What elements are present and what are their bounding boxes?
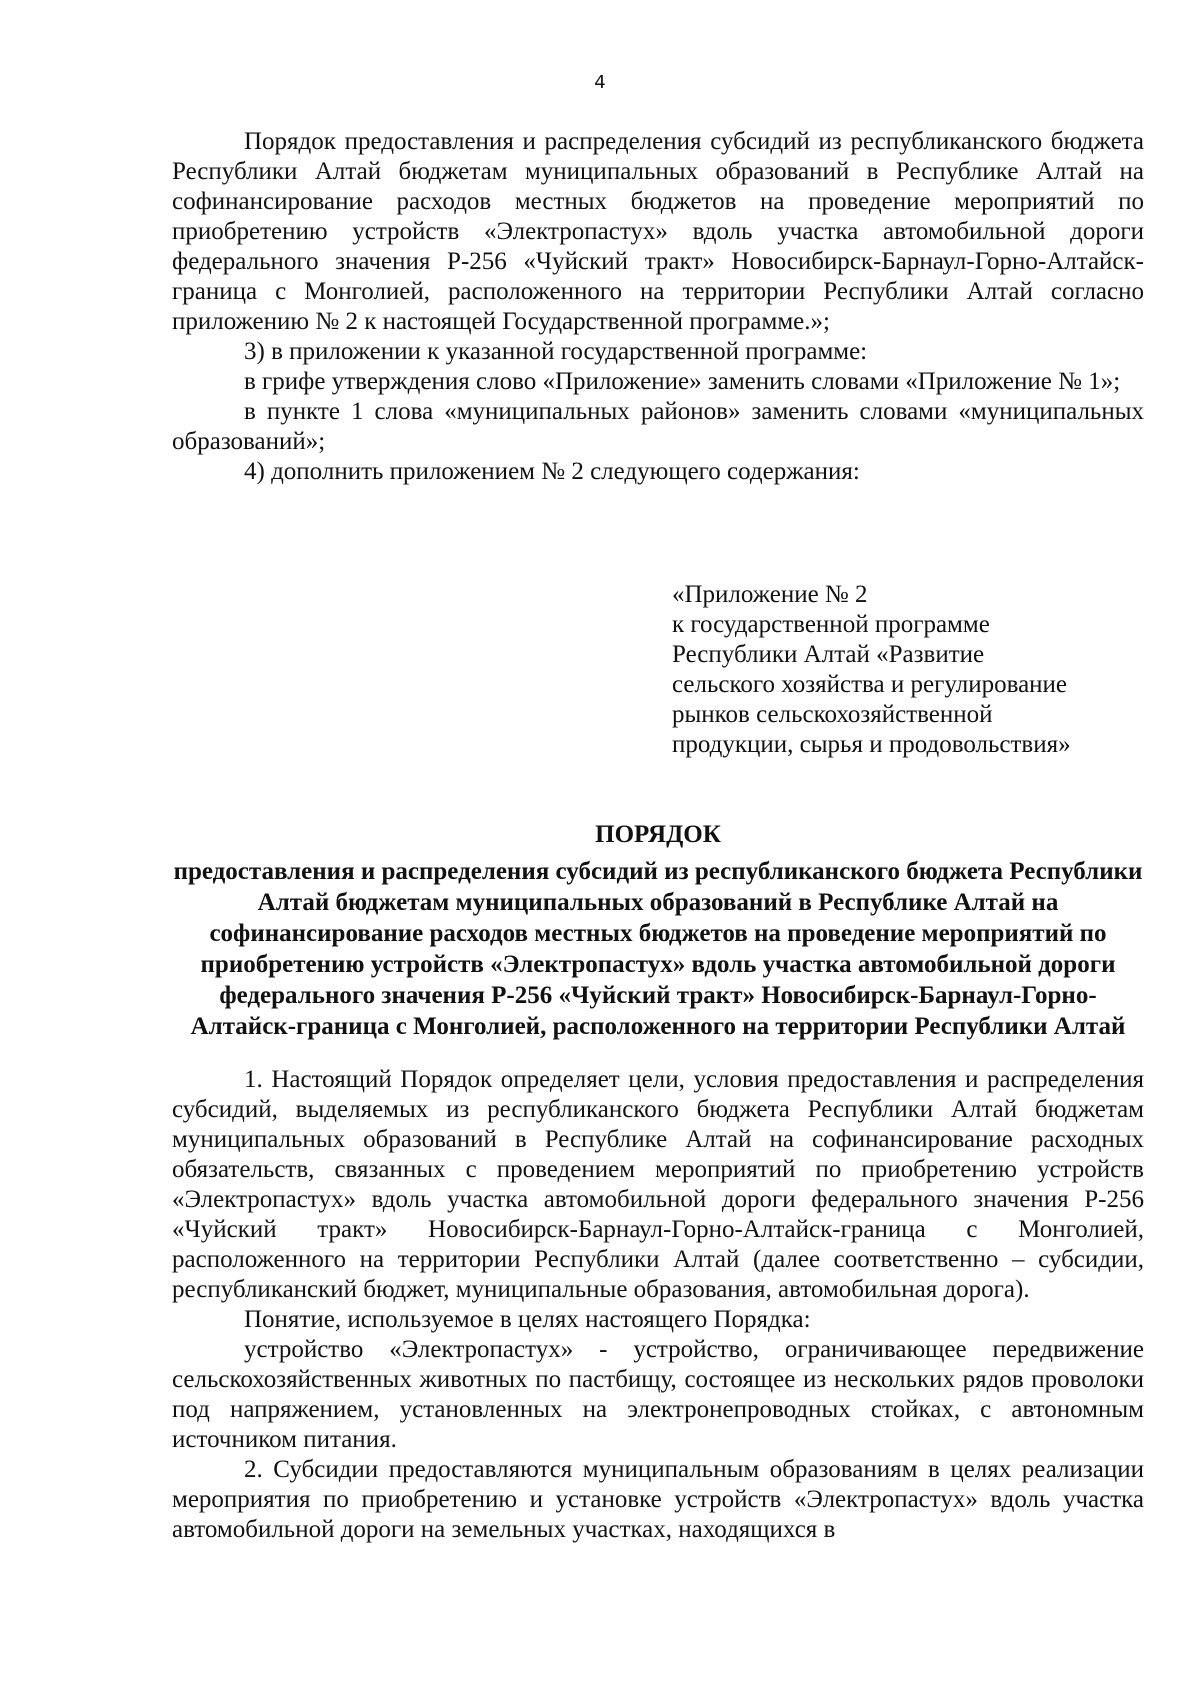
appendix-line: Республики Алтай «Развитие — [672, 641, 985, 668]
body-section — [172, 1065, 1144, 1545]
document-title: ПОРЯДОК — [595, 821, 721, 848]
intro-paragraph: в грифе утверждения слово «Приложение» заменить словами «Приложение № 1»; — [244, 368, 1121, 395]
appendix-line: к государственной программе — [672, 611, 990, 638]
body-paragraph: устройство «Электропастух» - устройство, ограничивающее передвижение сельскохозяйственных животных по пастбищу, состоящее из нескольких рядов проволоки под напряжением, установленных на электронепроводных стойках, с автономным источником питания. — [172, 1336, 1144, 1453]
intro-paragraph: 3) в приложении к указанной государственной программе: — [244, 338, 868, 365]
appendix-line: продукции, сырья и продовольствия» — [672, 731, 1071, 758]
document-subtitle: предоставления и распределения субсидий из республиканского бюджета Республики Алтай бюджетам муниципальных образований в Республике Алтай на софинансирование расходов местных бюджетов на проведение мероприятий по приобретению устройств «Электропастух» вдоль участка автомобильной дороги федерального значения Р-256 «Чуйский тракт» Новосибирск-Барнаул-Горно-Алтайск-граница с Монголией, расположенного на территории Республики Алтай — [173, 858, 1143, 1040]
appendix-line: «Приложение № 2 — [672, 581, 868, 608]
intro-paragraph: 4) дополнить приложением № 2 следующего содержания: — [244, 458, 860, 485]
body-paragraph: 1. Настоящий Порядок определяет цели, условия предоставления и распределения субсидий, выделяемых из республиканского бюджета Республики Алтай бюджетам муниципальных образований в Республике Алтай на софинансирование расходных обязательств, связанных с проведением мероприятий по приобретению устройств «Электропастух» вдоль участка автомобильной дороги федерального значения Р-256 «Чуйский тракт» Новосибирск-Барнаул-Горно-Алтайск-граница с Монголией, расположенного на территории Республики Алтай (далее соответственно – субсидии, республиканский бюджет, муниципальные образования, автомобильная дорога). — [172, 1066, 1144, 1303]
intro-paragraph: в пункте 1 слова «муниципальных районов» заменить словами «муниципальных образований»; — [172, 398, 1144, 455]
appendix-stamp — [672, 580, 1152, 760]
intro-paragraph: Порядок предоставления и распределения субсидий из республиканского бюджета Республики Алтай бюджетам муниципальных образований в Республике Алтай на софинансирование расходов местных бюджетов на проведение мероприятий по приобретению устройств «Электропастух» вдоль участка автомобильной дороги федерального значения Р-256 «Чуйский тракт» Новосибирск-Барнаул-Горно-Алтайск-граница с Монголией, расположенного на территории Республики Алтай согласно приложению № 2 к настоящей Государственной программе.»; — [172, 128, 1144, 335]
appendix-line: рынков сельскохозяйственной — [672, 701, 993, 728]
appendix-line: сельского хозяйства и регулирование — [672, 671, 1068, 698]
page-number: 4 — [594, 72, 606, 93]
intro-section — [172, 127, 1144, 487]
body-paragraph: 2. Субсидии предоставляются муниципальным образованиям в целях реализации мероприятия по приобретению и установке устройств «Электропастух» вдоль участка автомобильной дороги на земельных участках, находящихся в — [172, 1456, 1144, 1543]
body-paragraph: Понятие, используемое в целях настоящего Порядка: — [244, 1306, 811, 1333]
